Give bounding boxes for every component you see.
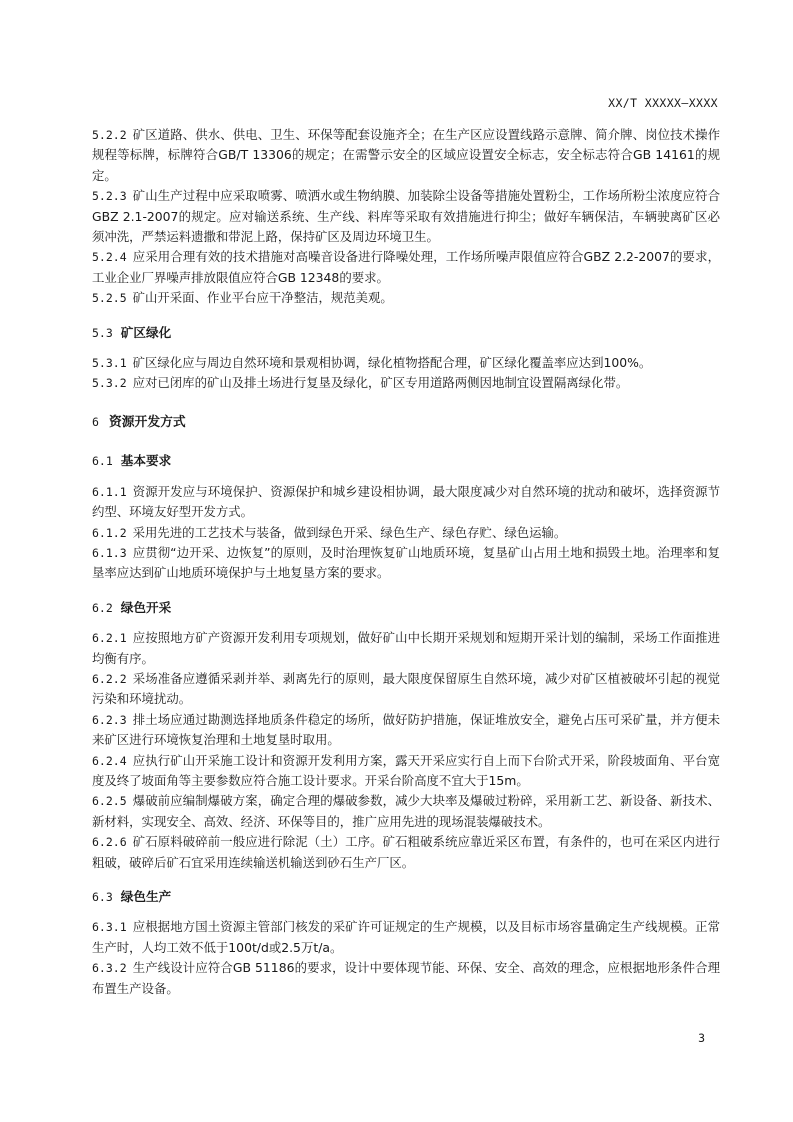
clause-paragraph bbox=[92, 710, 720, 751]
clause-number: 6 bbox=[92, 414, 99, 429]
clause-number: 6.2.4 bbox=[92, 753, 127, 768]
clause-paragraph bbox=[92, 373, 720, 393]
clause-text: 资源开发应与环境保护、资源保护和城乡建设相协调，最大限度减少对自然环境的扰动和破坏，选择资源节约型、环境友好型开发方式。 bbox=[92, 483, 720, 520]
clause-text: 矿山生产过程中应采取喷雾、喷洒水或生物纳膜、加装除尘设备等措施处置粉尘，工作场所粉尘浓度应符合GBZ 2.1-2007的规定。应对输送系统、生产线、料库等采取有效措施进行抑尘；做好车辆保洁，车辆驶离矿区必须冲洗，严禁运料遗撒和带泥上路，保持矿区及周边环境卫生。 bbox=[92, 188, 720, 245]
page-number: 3 bbox=[698, 1031, 705, 1045]
clause-text: 排土场应通过勘测选择地质条件稳定的场所，做好防护措施，保证堆放安全，避免占压可采矿量，并方便未来矿区进行环境恢复治理和土地复垦时取用。 bbox=[92, 711, 720, 748]
clause-paragraph bbox=[92, 669, 720, 710]
clause-number: 6.2.6 bbox=[92, 835, 127, 850]
section-heading bbox=[92, 887, 720, 907]
clause-text: 资源开发方式 bbox=[108, 414, 186, 430]
clause-text: 采场准备应遵循采剥并举、剥离先行的原则，最大限度保留原生自然环境，减少对矿区植被破坏引起的视觉污染和环境扰动。 bbox=[92, 670, 720, 707]
clause-number: 5.2.5 bbox=[92, 291, 127, 306]
spacer bbox=[92, 618, 720, 628]
clause-paragraph bbox=[92, 917, 720, 958]
spacer bbox=[92, 309, 720, 323]
clause-paragraph bbox=[92, 832, 720, 873]
clause-paragraph bbox=[92, 958, 720, 999]
clause-text: 采用先进的工艺技术与装备，做到绿色开采、绿色生产、绿色存贮、绿色运输。 bbox=[132, 524, 567, 540]
clause-number: 5.2.2 bbox=[92, 128, 127, 142]
clause-number: 5.2.4 bbox=[92, 250, 127, 265]
clause-text: 应采用合理有效的技术措施对高噪音设备进行降噪处理，工作场所噪声限值应符合GBZ 2.2-2007的要求，工业企业厂界噪声排放限值应符合GB 12348的要求。 bbox=[92, 249, 720, 285]
document-code-header: XX/T XXXXX—XXXX bbox=[608, 96, 718, 110]
clause-text: 矿山开采面、作业平台应干净整洁，规范美观。 bbox=[132, 290, 393, 306]
clause-text: 应按照地方矿产资源开发利用专项规划，做好矿山中长期开采规划和短期开采计划的编制，采场工作面推进均衡有序。 bbox=[92, 630, 720, 666]
clause-text: 生产线设计应符合GB 51186的要求，设计中要体现节能、环保、安全、高效的理念，应根据地形条件合理布置生产设备。 bbox=[92, 960, 720, 996]
clause-number: 6.3.2 bbox=[92, 961, 127, 976]
clause-paragraph bbox=[92, 543, 720, 584]
clause-paragraph bbox=[92, 125, 720, 186]
clause-number: 6.1.3 bbox=[92, 545, 127, 560]
clause-number: 6.1 bbox=[92, 454, 113, 469]
section-heading bbox=[92, 598, 720, 618]
spacer bbox=[92, 394, 720, 412]
clause-paragraph bbox=[92, 523, 720, 543]
clause-text: 应执行矿山开采施工设计和资源开发利用方案，露天开采应实行自上而下台阶式开采，阶段坡面角、平台宽度及终了坡面角等主要参数应符合施工设计要求。开采台阶高度不宜大于15m。 bbox=[92, 752, 720, 788]
spacer bbox=[92, 873, 720, 887]
clause-text: 绿色开采 bbox=[120, 599, 172, 615]
clause-paragraph bbox=[92, 482, 720, 523]
section-heading bbox=[92, 323, 720, 343]
clause-text: 矿区道路、供水、供电、卫生、环保等配套设施齐全；在生产区应设置线路示意牌、简介牌、岗位技术操作规程等标牌，标牌符合GB/T 13306的规定；在需警示安全的区域应设置安全标志，安全标志符合GB 14161的规定。 bbox=[92, 127, 720, 183]
clause-number: 6.1.2 bbox=[92, 525, 127, 540]
clause-number: 6.3 bbox=[92, 890, 113, 904]
clause-number: 6.3.1 bbox=[92, 920, 127, 935]
clause-text: 应根据地方国土资源主管部门核发的采矿许可证规定的生产规模，以及目标市场容量确定生产线规模。正常生产时，人均工效不低于100t/d或2.5万t/a。 bbox=[92, 919, 720, 955]
spacer bbox=[92, 584, 720, 598]
document-body bbox=[92, 125, 720, 999]
clause-text: 应贯彻“边开采、边恢复”的原则，及时治理恢复矿山地质环境，复垦矿山占用土地和损毁土地。治理率和复垦率应达到矿山地质环境保护与土地复垦方案的要求。 bbox=[92, 544, 720, 581]
clause-number: 5.3.2 bbox=[92, 376, 127, 391]
section-heading bbox=[92, 451, 720, 471]
clause-number: 6.1.1 bbox=[92, 484, 127, 499]
clause-text: 矿区绿化 bbox=[120, 324, 172, 340]
clause-paragraph bbox=[92, 186, 720, 247]
clause-paragraph bbox=[92, 791, 720, 832]
clause-paragraph bbox=[92, 751, 720, 792]
clause-text: 基本要求 bbox=[120, 453, 172, 469]
clause-number: 5.3.1 bbox=[92, 356, 127, 371]
clause-paragraph bbox=[92, 247, 720, 288]
clause-paragraph bbox=[92, 628, 720, 669]
clause-paragraph bbox=[92, 353, 720, 373]
clause-text: 绿色生产 bbox=[120, 889, 172, 904]
clause-number: 6.2.3 bbox=[92, 712, 127, 727]
clause-number: 5.3 bbox=[92, 325, 113, 340]
clause-text: 爆破前应编制爆破方案，确定合理的爆破参数，减少大块率及爆破过粉碎，采用新工艺、新设备、新技术、新材料，实现安全、高效、经济、环保等目的，推广应用先进的现场混装爆破技术。 bbox=[92, 793, 720, 829]
chapter-heading bbox=[92, 412, 720, 433]
spacer bbox=[92, 343, 720, 353]
clause-text: 矿区绿化应与周边自然环境和景观相协调，绿化植物搭配合理，矿区绿化覆盖率应达到100%。 bbox=[132, 355, 652, 371]
spacer bbox=[92, 433, 720, 451]
clause-number: 5.2.3 bbox=[92, 189, 127, 204]
clause-number: 6.2.1 bbox=[92, 631, 127, 646]
spacer bbox=[92, 472, 720, 482]
clause-number: 6.2.5 bbox=[92, 794, 127, 809]
clause-text: 矿石原料破碎前一般应进行除泥（土）工序。矿石粗破系统应靠近采区布置，有条件的，也可在采区内进行粗破，破碎后矿石宜采用连续输送机输送到砂石生产厂区。 bbox=[92, 834, 720, 870]
clause-paragraph bbox=[92, 288, 720, 308]
clause-text: 应对已闭库的矿山及排土场进行复垦及绿化，矿区专用道路两侧因地制宜设置隔离绿化带。 bbox=[132, 375, 629, 391]
spacer bbox=[92, 907, 720, 917]
clause-number: 6.2 bbox=[92, 600, 113, 615]
clause-number: 6.2.2 bbox=[92, 671, 127, 686]
